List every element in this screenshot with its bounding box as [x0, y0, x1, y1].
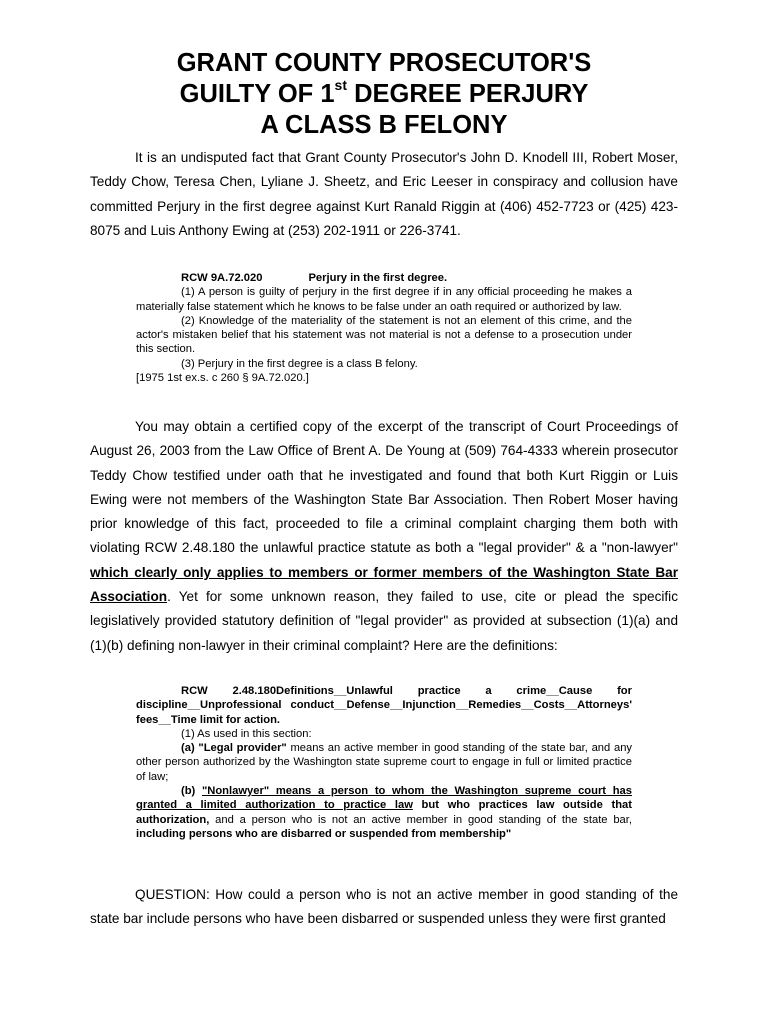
- nonlawyer-label: (b): [181, 785, 202, 798]
- rcw-definition-b: [136, 784, 632, 841]
- title-ordinal-suffix: st: [334, 77, 347, 93]
- rcw-definition-a: [136, 741, 632, 784]
- nonlawyer-bold-definition: but who practices law outside that authorization,: [136, 799, 632, 826]
- rcw-definitions-intro: (1) As used in this section:: [181, 727, 312, 740]
- rcw-perjury-title: Perjury in the first degree.: [308, 272, 448, 284]
- question-paragraph: QUESTION: How could a person who is not an active member in good standing of the state bar include persons who have been disbarred or suspended unless they were first granted: [90, 887, 678, 927]
- nonlawyer-definition: and a person who is not an active member in good standing of the state bar,: [209, 813, 632, 826]
- rcw-perjury-subsection-2: (2) Knowledge of the materiality of the statement is not an element of this crime, and the actor's mistaken belief that his statement was not material is not a defense to a prosecution under this section.: [136, 314, 632, 356]
- rcw-perjury-quote: [136, 271, 632, 385]
- title-line-2-prefix: GUILTY OF 1: [179, 80, 335, 108]
- document-title: [0, 48, 768, 141]
- legal-provider-term: (a) "Legal provider": [181, 742, 287, 755]
- nonlawyer-underlined-definition: "Nonlawyer" means a person to whom the Washington supreme court has granted a limited authorization to practice law: [136, 785, 632, 812]
- transcript-paragraph: [90, 415, 678, 658]
- rcw-definitions-quote: [136, 684, 632, 841]
- rcw-perjury-heading: [136, 271, 632, 285]
- rcw-perjury-subsection-1: (1) A person is guilty of perjury in the first degree if in any official proceeding he makes a materially false statement which he knows to be false under an oath required or authorized by law.: [136, 286, 632, 313]
- legal-provider-definition: means an active member in good standing of the state bar, and any other person authorized by the Washington state supreme court to engage in full or limited practice of law;: [136, 742, 633, 783]
- transcript-text-1: You may obtain a certified copy of the excerpt of the transcript of Court Proceedings of August 26, 2003 from the Law Office of Brent A. De Young at (509) 764-4333 wherein prosecutor Teddy Chow testified under oath that he investigated and found that both Kurt Riggin or Luis Ewing were not members of the Washington State Bar Association. Then Robert Moser having prior knowledge of this fact, proceeded to file a criminal complaint charging them both with violating RCW 2.48.180 the unlawful practice statute as both a "legal provider" & a "non-lawyer": [90, 419, 678, 556]
- title-line-3: A CLASS B FELONY: [260, 111, 508, 139]
- transcript-emphasis: which clearly only applies to members or former members of the Washington State Bar Association: [90, 564, 678, 605]
- title-line-1: GRANT COUNTY PROSECUTOR'S: [176, 49, 592, 77]
- nonlawyer-definition-end: including persons who are disbarred or suspended from membership": [136, 827, 512, 840]
- rcw-perjury-code: RCW 9A.72.020: [181, 272, 263, 284]
- rcw-definitions-heading: RCW 2.48.180Definitions__Unlawful practice a crime__Cause for discipline__Unprofessional conduct__Defense__Injunction__Remedies__Costs__Attorneys' fees__Time limit for action.: [136, 685, 632, 726]
- transcript-text-2: . Yet for some unknown reason, they failed to use, cite or plead the specific legislatively provided statutory definition of "legal provider" as provided at subsection (1)(a) and (1)(b) defining non-lawyer in their criminal complaint? Here are the definitions:: [90, 589, 678, 653]
- title-line-2: [0, 79, 768, 110]
- title-line-2-suffix: DEGREE PERJURY: [346, 80, 589, 108]
- rcw-perjury-subsection-3: (3) Perjury in the first degree is a class B felony.: [181, 357, 418, 370]
- rcw-perjury-citation: [1975 1st ex.s. c 260 § 9A.72.020.]: [136, 372, 309, 385]
- intro-paragraph: It is an undisputed fact that Grant County Prosecutor's John D. Knodell III, Robert Moser, Teddy Chow, Teresa Chen, Lyliane J. Sheetz, and Eric Leeser in conspiracy and collusion have committed Perjury in the first degree against Kurt Ranald Riggin at (406) 452-7723 or (425) 423-8075 and Luis Anthony Ewing at (253) 202-1911 or 226-3741.: [90, 150, 678, 238]
